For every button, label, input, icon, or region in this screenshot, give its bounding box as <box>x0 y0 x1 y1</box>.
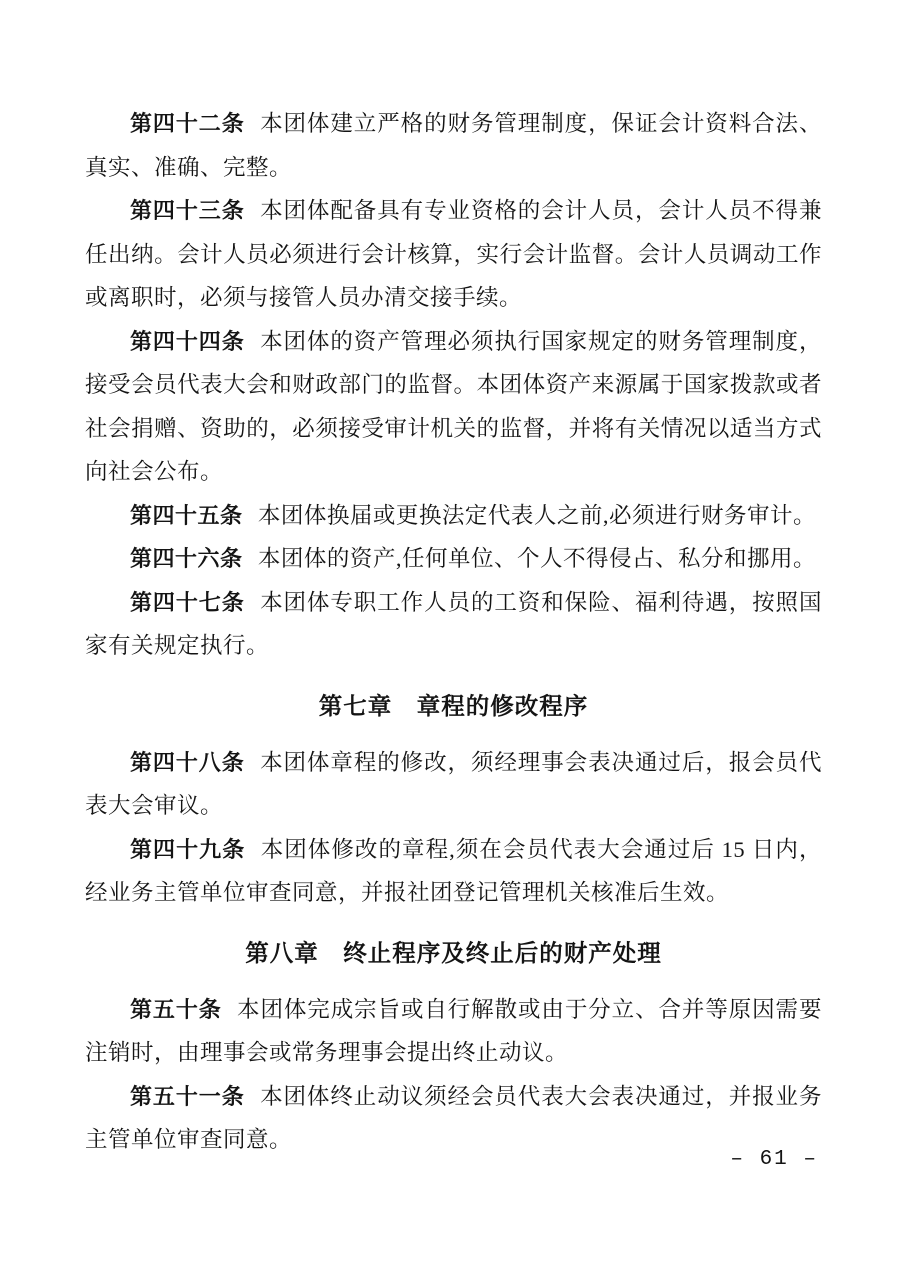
article-number: 第四十七条 <box>130 589 245 615</box>
article-number: 第四十六条 <box>130 546 243 571</box>
article-paragraph <box>85 828 822 915</box>
article-text: 本团体终止动议须经会员代表大会表决通过，并报业务主管单位审查同意。 <box>85 1083 822 1152</box>
article-paragraph <box>85 988 822 1075</box>
article-text: 本团体的资产管理必须执行国家规定的财务管理制度，接受会员代表大会和财政部门的监督。本团体资产来源属于国家拨款或者社会捐赠、资助的，必须接受审计机关的监督，并将有关情况以适当方式向社会公布。 <box>85 328 822 484</box>
article-text: 本团体章程的修改，须经理事会表决通过后，报会员代表大会审议。 <box>85 749 822 818</box>
article-paragraph <box>85 537 822 581</box>
article-number: 第四十四条 <box>130 328 245 354</box>
chapter-heading: 第八章 终止程序及终止后的财产处理 <box>245 939 662 966</box>
article-paragraph <box>85 741 822 828</box>
article-paragraph <box>85 189 822 320</box>
page-number: – 61 – <box>730 1148 818 1171</box>
article-number: 第四十三条 <box>130 198 245 223</box>
article-text: 本团体专职工作人员的工资和保险、福利待遇，按照国家有关规定执行。 <box>85 589 822 658</box>
article-paragraph <box>85 494 822 538</box>
article-paragraph <box>85 320 822 494</box>
article-number: 第四十九条 <box>130 836 246 862</box>
article-text: 本团体修改的章程,须在会员代表大会通过后 15 日内，经业务主管单位审查同意，并报社团登记管理机关核准后生效。 <box>85 836 822 905</box>
article-number: 第四十八条 <box>130 749 245 775</box>
article-text: 本团体换届或更换法定代表人之前,必须进行财务审计。 <box>257 502 817 528</box>
article-paragraph <box>85 1075 822 1162</box>
article-number: 第五十条 <box>130 996 222 1022</box>
article-text: 本团体建立严格的财务管理制度，保证会计资料合法、真实、准确、完整。 <box>85 111 822 180</box>
article-text: 本团体配备具有专业资格的会计人员，会计人员不得兼任出纳。会计人员必须进行会计核算，实行会计监督。会计人员调动工作或离职时，必须与接管人员办清交接手续。 <box>85 198 822 310</box>
article-number: 第五十一条 <box>130 1083 245 1109</box>
article-number: 第四十二条 <box>130 111 245 136</box>
article-text: 本团体的资产,任何单位、个人不得侵占、私分和挪用。 <box>257 546 817 571</box>
article-paragraph <box>85 581 822 668</box>
article-text: 本团体完成宗旨或自行解散或由于分立、合并等原因需要注销时，由理事会或常务理事会提出终止动议。 <box>85 996 822 1065</box>
article-number: 第四十五条 <box>130 502 243 528</box>
article-paragraph <box>85 102 822 189</box>
document-body <box>85 102 822 1162</box>
chapter-heading: 第七章 章程的修改程序 <box>318 692 589 719</box>
